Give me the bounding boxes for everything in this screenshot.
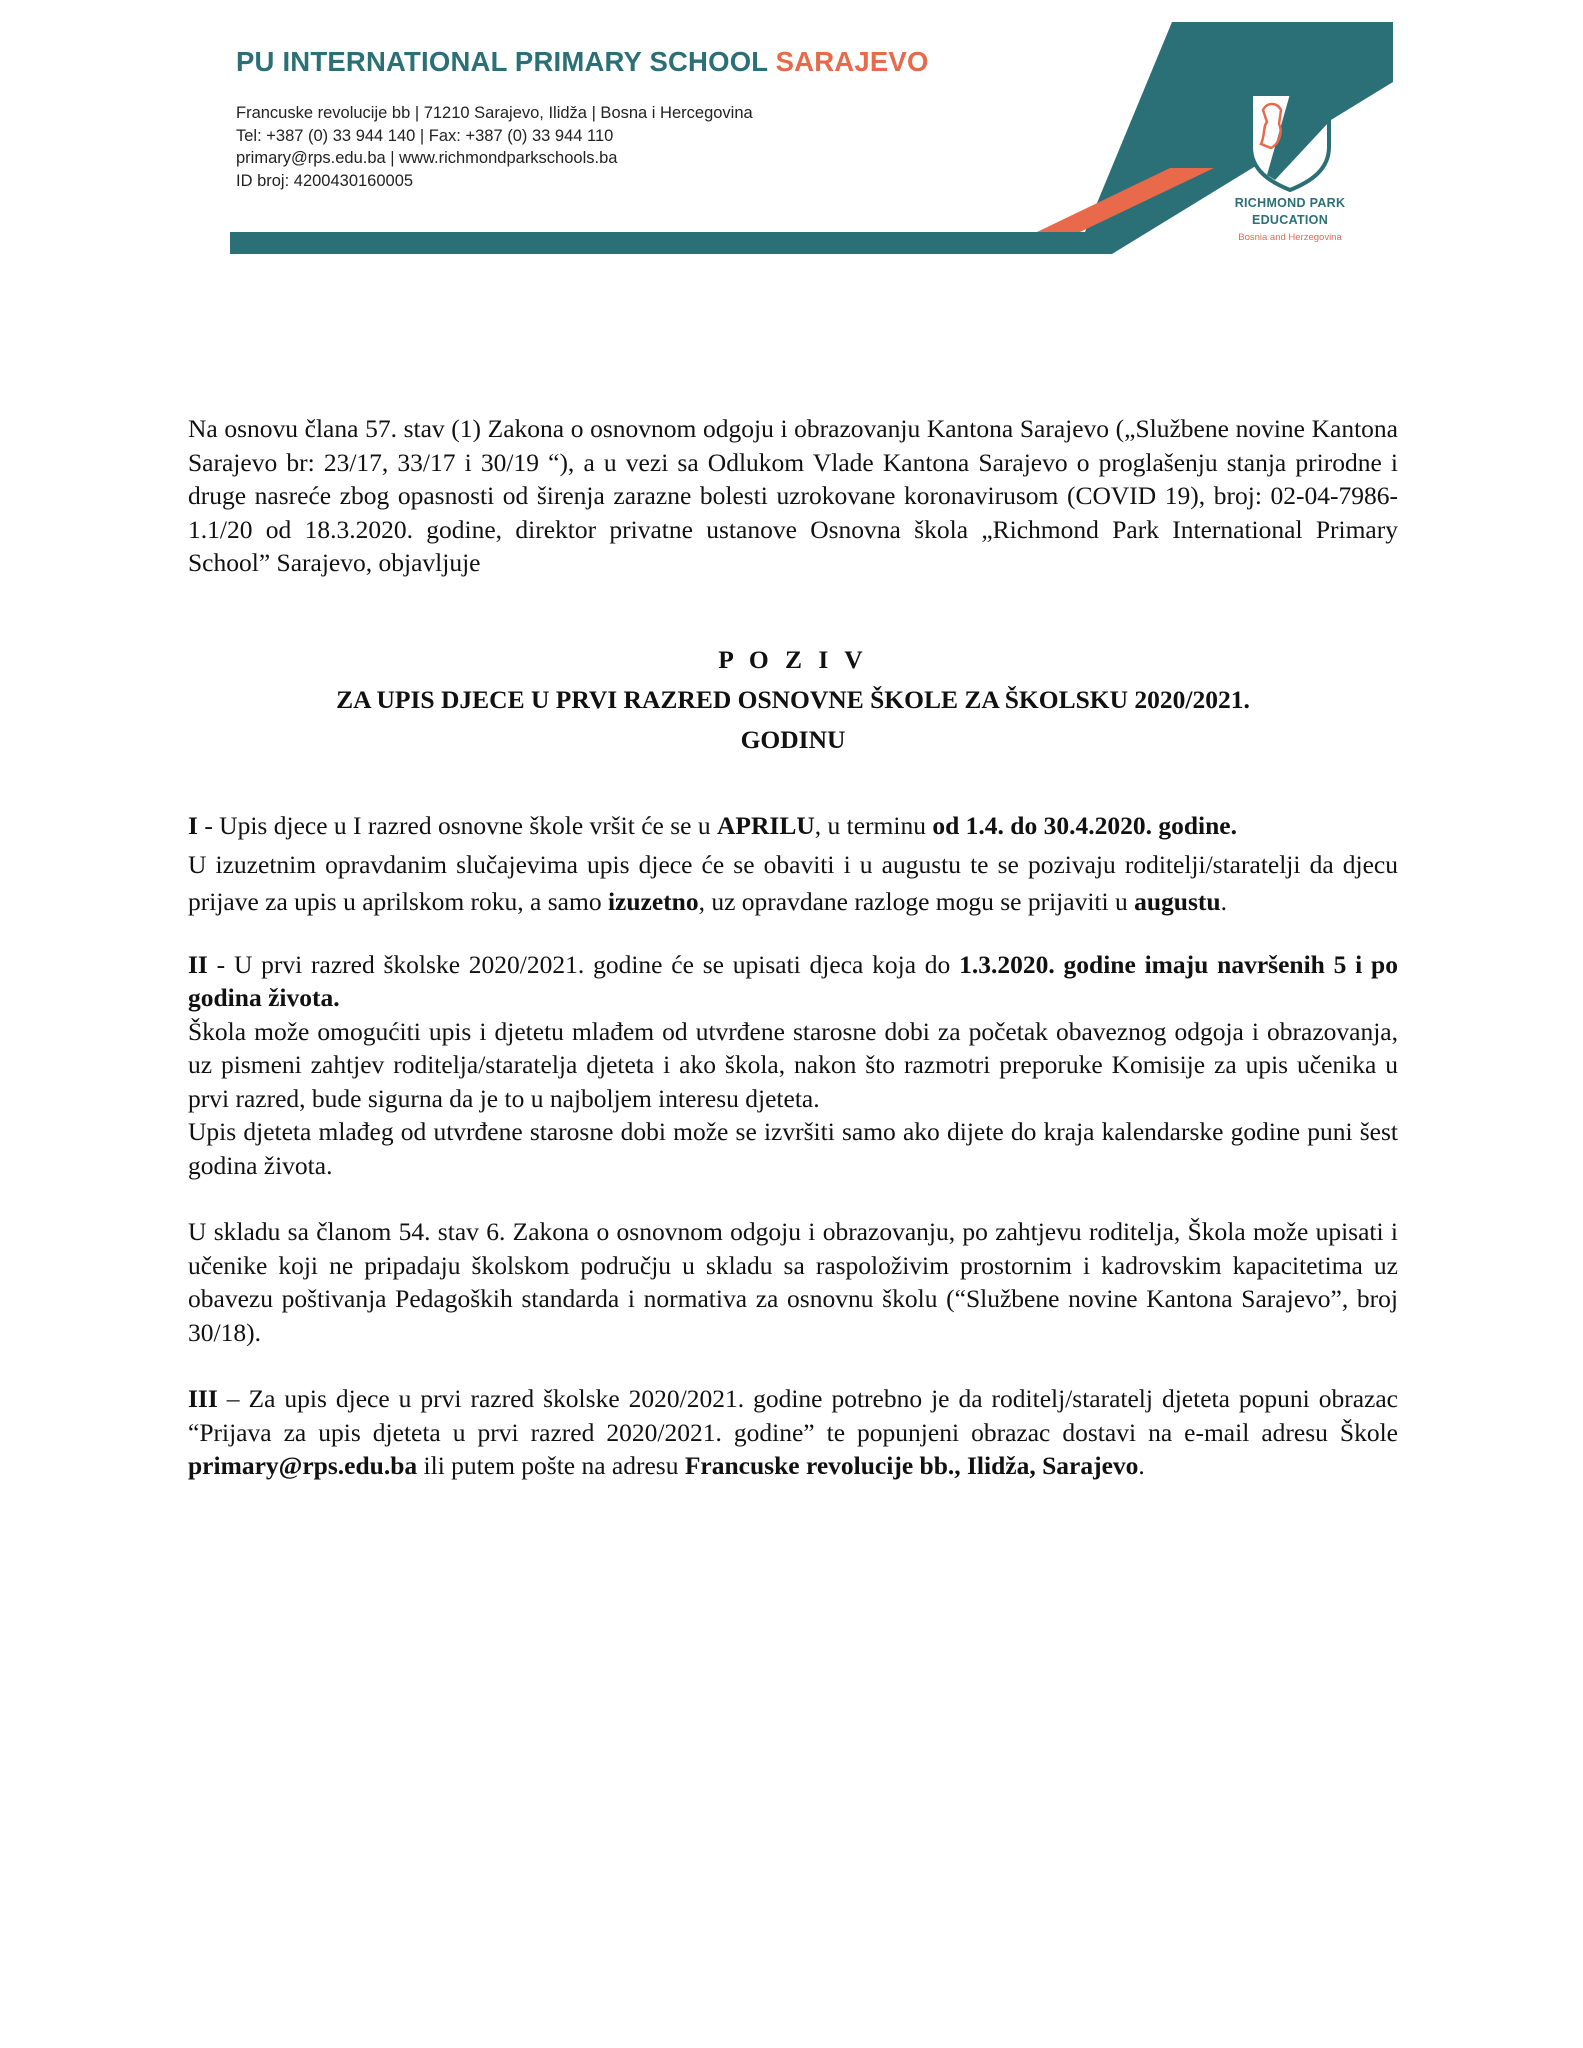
school-name-part1: PU INTERNATIONAL PRIMARY SCHOOL [236, 46, 776, 77]
section-2-age-limit-paragraph: Upis djeteta mlađeg od utvrđene starosne dobi može se izvršiti samo ako dijete do kraja kalendarske godine puni šest godina života. [188, 1117, 1398, 1180]
contact-address-line: Francuske revolucije bb | 71210 Sarajevo, Ilidža | Bosna i Hercegovina [236, 104, 753, 122]
document-title: P O Z I V [718, 644, 868, 674]
richmond-park-logo [1215, 52, 1365, 252]
school-email-link[interactable]: primary@rps.edu.ba [188, 1451, 418, 1480]
intro-paragraph: Na osnovu člana 57. stav (1) Zakona o osnovnom odgoju i obrazovanju Kantona Sarajevo („Službene novine Kantona Sarajevo br: 23/17, 33/17 i 30/19 “), a u vezi sa Odlukom Vlade Kantona Sarajevo o proglašenju stanja prirodne i druge nasreće zbog opasnosti od širenja zarazne bolesti uzrokovane koronavirusom (COVID 19), broj: 02-04-7986-1.1/20 od 18.3.2020. godine, direktor privatne ustanove Osnovna škola „Richmond Park International Primary School” Sarajevo, objavljuje [188, 414, 1398, 577]
section-1-dates: od 1.4. do 30.4.2020. godine. [932, 810, 1237, 840]
document-body [188, 412, 1398, 1483]
contact-phone-line: Tel: +387 (0) 33 944 140 | Fax: +387 (0) 33 944 110 [236, 126, 614, 145]
section-1-paragraph: I - Upis djece u I razred osnovne škole vršit će se u APRILU, u terminu od 1.4. do 30.4.2020. godine. [188, 810, 1237, 840]
contact-web-line: primary@rps.edu.ba | www.richmondparkschools.ba [236, 149, 618, 167]
school-name-part2: SARAJEVO [775, 46, 929, 77]
letterhead [0, 0, 1583, 270]
contact-info [236, 102, 753, 192]
crown-shield-lion-icon [1215, 52, 1365, 197]
school-postal-address: Francuske revolucije bb., Ilidža, Sarajevo [684, 1451, 1139, 1480]
logo-name-line1: RICHMOND PARK [1234, 196, 1346, 210]
section-2-younger-child-paragraph: Škola može omogućiti upis i djetetu mlađem od utvrđene starosne dobi za početak obaveznog odgoja i obrazovanja, uz pismeni zahtjev roditelja/staratelja djeteta i ako škola, nakon što razmotri preporuke Komisije za upis učenika u prvi razred, bude sigurna da je to u najboljem interesu djeteta. [188, 1016, 1398, 1113]
contact-id-line: ID broj: 4200430160005 [236, 171, 414, 190]
section-2-number: II [188, 949, 208, 979]
section-1-number: I [188, 810, 198, 840]
section-1-august-bold: augustu [1134, 886, 1221, 916]
document-subtitle-line2: GODINU [740, 724, 846, 754]
section-3-number: III [188, 1384, 218, 1413]
section-1-exception-bold: izuzetno [607, 886, 699, 916]
section-1-exception-paragraph: U izuzetnim opravdanim slučajevima upis djece će se obaviti i u augustu te se pozivaju roditelji/staratelji da djecu prijave za upis u aprilskom roku, a samo izuzetno, uz opravdane razloge mogu se prijaviti u augustu. [188, 849, 1398, 916]
section-2-paragraph: II - U prvi razred školske 2020/2021. godine će se upisati djeca koja do 1.3.2020. godine imaju navršenih 5 i po godina života. [188, 949, 1398, 1012]
logo-wordmark [1215, 195, 1365, 229]
document-subtitle-line1: ZA UPIS DJECE U PRVI RAZRED OSNOVNE ŠKOLE ZA ŠKOLSKU 2020/2021. [336, 684, 1250, 714]
section-2-law-paragraph: U skladu sa članom 54. stav 6. Zakona o osnovnom odgoju i obrazovanju, po zahtjevu roditelja, Škola može upisati i učenike koji ne pripadaju školskom području u skladu sa raspoloživim prostornim i kadrovskim kapacitetima uz obavezu poštivanja Pedagoških standarda i normativa za osnovnu školu (“Službene novine Kantona Sarajevo”, broj 30/18). [188, 1217, 1398, 1347]
logo-name-line2: EDUCATION [1251, 213, 1329, 227]
section-1-month: APRILU [716, 810, 815, 840]
school-name-title [236, 46, 929, 78]
section-2-age-rule: 1.3.2020. godine imaju navršenih 5 i po godina života. [188, 949, 1398, 1012]
section-3-paragraph: III – Za upis djece u prvi razred školske 2020/2021. godine potrebno je da roditelj/staratelj djeteta popuni obrazac “Prijava za upis djeteta u prvi razred 2020/2021. godine” te popunjeni obrazac dostavi na e-mail adresu Škole primary@rps.edu.ba ili putem pošte na adresu Francuske revolucije bb., Ilidža, Sarajevo. [188, 1384, 1398, 1480]
logo-subtitle: Bosnia and Herzegovina [1238, 232, 1342, 243]
